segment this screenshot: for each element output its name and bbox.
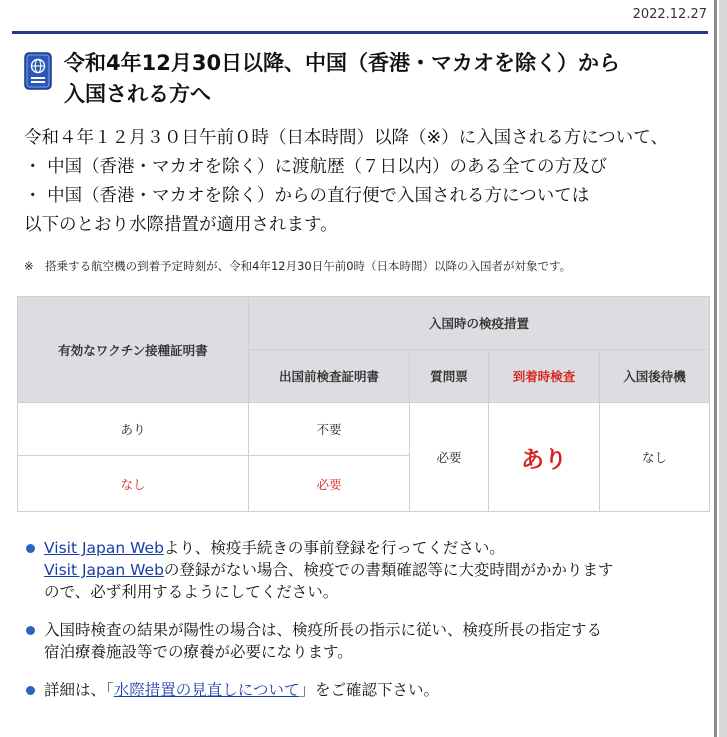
cell-pretest-required: 必要 <box>249 456 410 512</box>
cell-vaccine-yes: あり <box>18 403 249 456</box>
bullet-item-registration: Visit Japan Webより、検疫手続きの事前登録を行ってください。 Visit Japan Webの登録がない場合、検疫での書類確認等に大変時間がかかります ので、必ず利用するようにしてください。 <box>24 537 714 603</box>
window-edge <box>714 0 717 737</box>
date-label: 2022.12.27 <box>632 7 707 22</box>
title-line2: 入国される方へ <box>64 82 211 106</box>
header-vaccine-certificate: 有効なワクチン接種証明書 <box>18 297 249 403</box>
cell-pretest-not-required: 不要 <box>249 403 410 456</box>
intro-line2: ・ 中国（香港・マカオを除く）に渡航歴（７日以内）のある全ての方及び <box>24 157 608 177</box>
header-questionnaire: 質問票 <box>410 350 489 403</box>
intro-line3: ・ 中国（香港・マカオを除く）からの直行便で入国される方については <box>24 186 590 206</box>
border-measures-link[interactable]: 水際措置の見直しについて <box>113 681 300 699</box>
bullet-item-positive-result: 入国時検査の結果が陽性の場合は、検疫所長の指示に従い、検疫所長の指定する 宿泊療養施設等での療養が必要になります。 <box>24 619 714 663</box>
title-line1: 令和4年12月30日以降、中国（香港・マカオを除く）から <box>64 51 621 75</box>
intro-line4: 以下のとおり水際措置が適用されます。 <box>24 215 338 235</box>
bullet-dot-icon <box>26 686 35 695</box>
intro-text <box>24 124 714 240</box>
header-post-entry-waiting: 入国後待機 <box>600 350 710 403</box>
header-arrival-test: 到着時検査 <box>489 350 600 403</box>
passport-icon <box>24 52 52 90</box>
info-bullets <box>24 537 714 717</box>
visit-japan-web-link-2[interactable]: Visit Japan Web <box>44 561 164 579</box>
visit-japan-web-link[interactable]: Visit Japan Web <box>44 539 164 557</box>
bullet-dot-icon <box>26 544 35 553</box>
cell-questionnaire-required: 必要 <box>410 403 489 512</box>
page-title <box>64 48 704 110</box>
window-edge-shadow <box>719 0 727 737</box>
bullet-item-details: 詳細は、「水際措置の見直しについて」をご確認下さい。 <box>24 679 714 701</box>
header-rule <box>12 31 708 34</box>
cell-arrival-test-yes: あり <box>489 403 600 512</box>
footnote: ※ 搭乗する航空機の到着予定時刻が、令和4年12月30日午前0時（日本時間）以降の入国者が対象です。 <box>24 259 572 273</box>
quarantine-measures-table <box>17 296 710 512</box>
intro-line1: 令和４年１２月３０日午前０時（日本時間）以降（※）に入国される方について、 <box>24 128 668 148</box>
cell-vaccine-no: なし <box>18 456 249 512</box>
header-entry-measures: 入国時の検疫措置 <box>249 297 710 350</box>
bullet-dot-icon <box>26 626 35 635</box>
header-predeparture-test: 出国前検査証明書 <box>249 350 410 403</box>
cell-waiting-none: なし <box>600 403 710 512</box>
